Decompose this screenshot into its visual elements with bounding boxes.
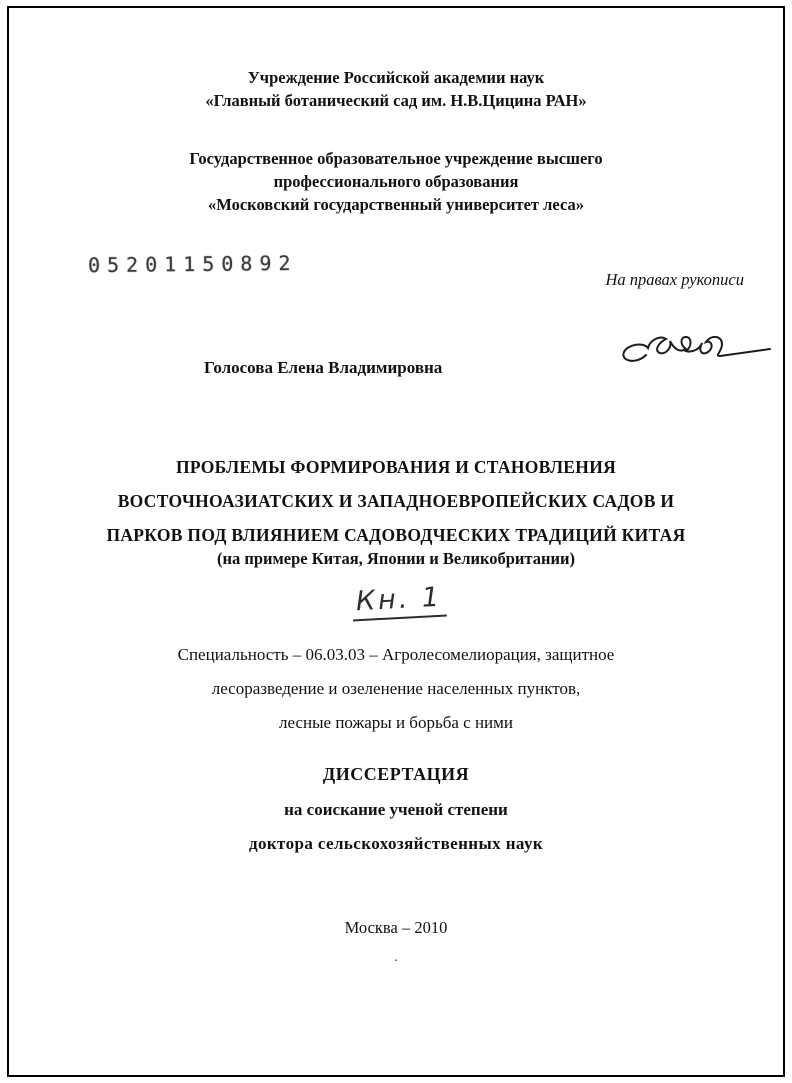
registration-stamp-number: 05201150892 [87, 250, 298, 278]
degree-line2: доктора сельскохозяйственных наук [248, 834, 544, 853]
institution-second-line3: «Московский государственный университет леса» [208, 195, 584, 214]
title-subtitle: (на примере Китая, Японии и Великобритании) [216, 549, 576, 568]
dissertation-title [0, 450, 792, 552]
handwritten-signature [612, 325, 777, 378]
degree-line1: на соискание ученой степени [284, 800, 508, 819]
institution-second-line1: Государственное образовательное учреждение высшего [189, 149, 603, 168]
institution-top-line1: Учреждение Российской академии наук [247, 68, 545, 87]
specialty-line1: Специальность – 06.03.03 – Агролесомелиорация, защитное [177, 645, 615, 664]
institution-second-line2: профессионального образования [273, 172, 519, 191]
signature-image [612, 325, 777, 373]
institution-top-block [0, 66, 792, 112]
title-line3: ПАРКОВ ПОД ВЛИЯНИЕМ САДОВОДЧЕСКИХ ТРАДИЦИЙ КИТАЯ [106, 525, 686, 545]
handwritten-book-number: Кн. 1 [351, 582, 447, 622]
institution-second-block [0, 147, 792, 216]
specialty-block [0, 638, 792, 740]
title-line2: ВОСТОЧНОАЗИАТСКИХ И ЗАПАДНОЕВРОПЕЙСКИХ САДОВ И [117, 491, 675, 511]
stray-period-mark: . [394, 950, 398, 965]
city-year: Москва – 2010 [344, 918, 448, 937]
manuscript-rights-note: На правах рукописи [605, 270, 744, 289]
author-name: Голосова Елена Владимировна [204, 358, 443, 377]
title-line1: ПРОБЛЕМЫ ФОРМИРОВАНИЯ И СТАНОВЛЕНИЯ [175, 457, 617, 477]
specialty-line3: лесные пожары и борьба с ними [279, 713, 513, 732]
institution-top-line2: «Главный ботанический сад им. Н.В.Цицина РАН» [205, 91, 587, 110]
dissertation-label: ДИССЕРТАЦИЯ [322, 764, 470, 784]
specialty-line2: лесоразведение и озеленение населенных пунктов, [211, 679, 581, 698]
